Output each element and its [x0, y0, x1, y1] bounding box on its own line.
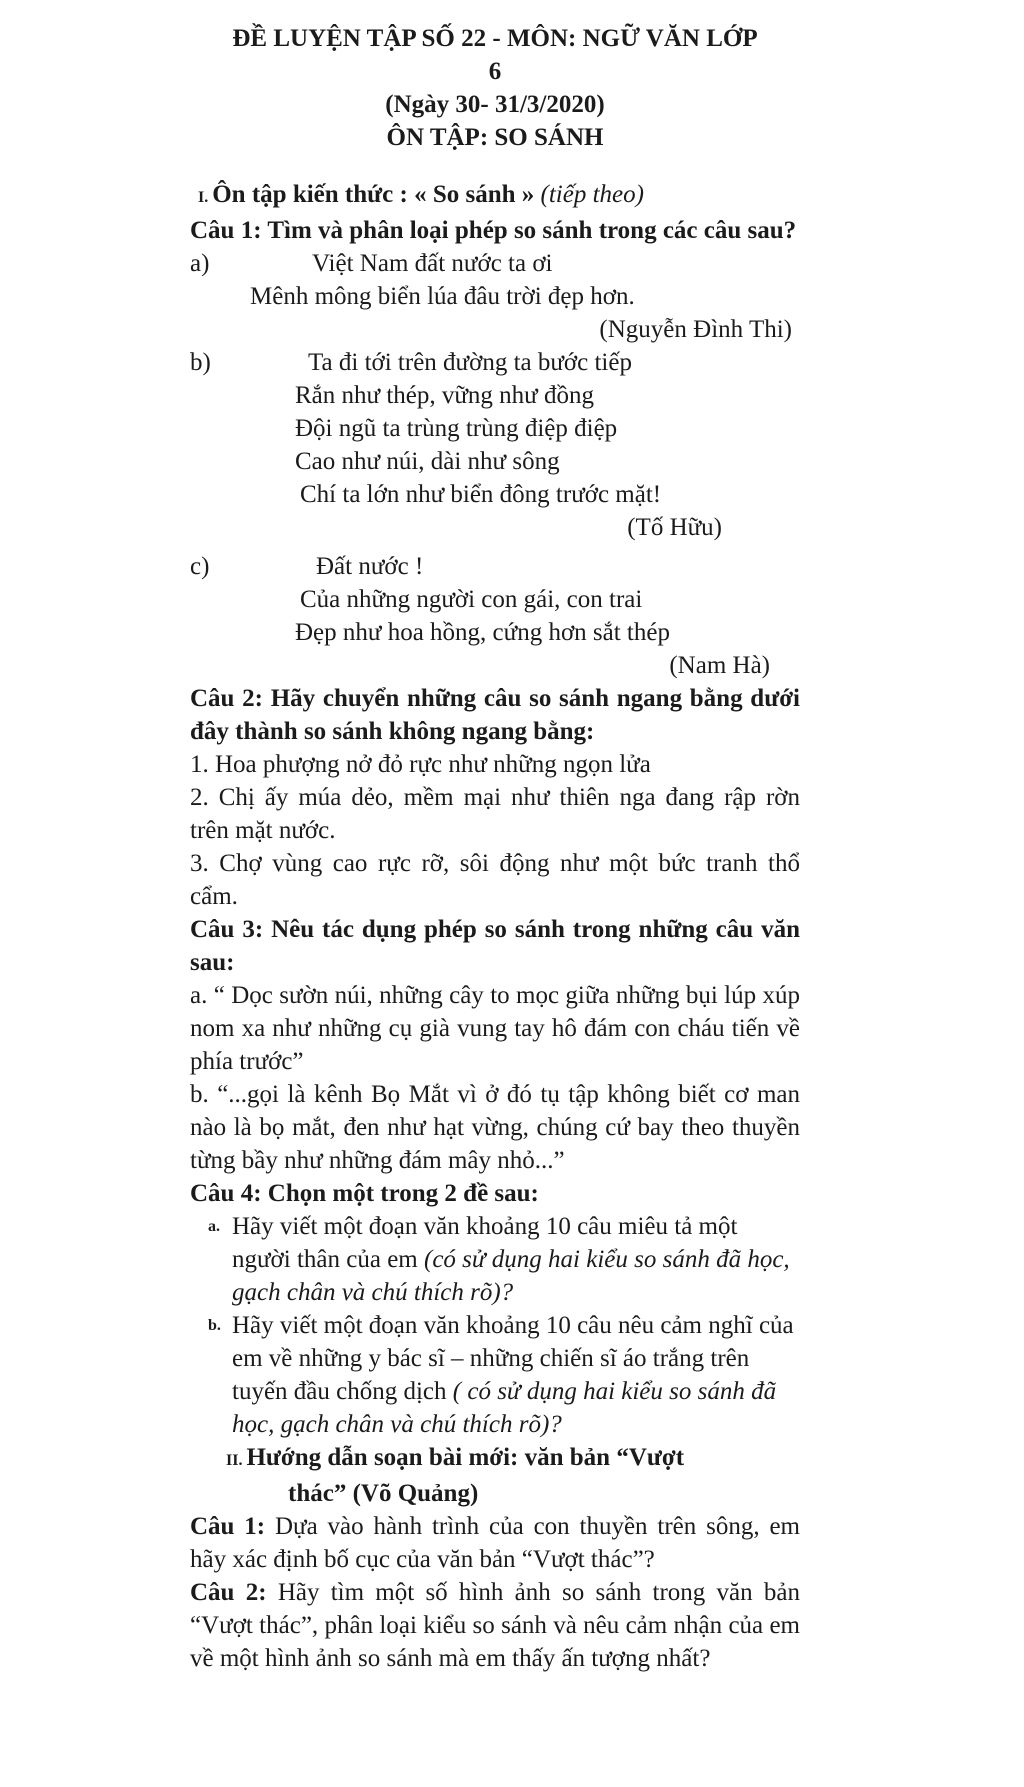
q2-prompt: Câu 2: Hãy chuyển những câu so sánh ngang bằng dưới đây thành so sánh không ngang bằng:	[190, 685, 800, 745]
q4-b-mark: b.	[208, 1317, 221, 1334]
q1-c-line-1: Đất nước !	[316, 553, 424, 580]
q4-option-b	[190, 1309, 800, 1441]
s2-q1	[190, 1510, 800, 1576]
q1-a-label: a)	[190, 250, 210, 277]
section-2-title-1: Hướng dẫn soạn bài mới: văn bản “Vượt	[246, 1444, 685, 1471]
document-body	[190, 22, 800, 1675]
q1-b-line-3: Đội ngũ ta trùng trùng điệp điệp	[295, 415, 618, 442]
section-1-roman: I.	[198, 189, 209, 206]
q1-a-line-1: Việt Nam đất nước ta ơi	[312, 250, 553, 277]
q1-c-label: c)	[190, 553, 210, 580]
q4-a-note: (có sử dụng hai kiểu so sánh đã học, gạch chân và chú thích rõ)?	[232, 1246, 790, 1306]
q4-b-body	[232, 1309, 800, 1441]
s2-q1-lead: Câu 1:	[190, 1513, 266, 1540]
q1-b-label: b)	[190, 349, 211, 376]
document-header	[190, 22, 800, 154]
q1-c-author: (Nam Hà)	[669, 652, 770, 679]
q1-b-line-1: Ta đi tới trên đường ta bước tiếp	[308, 349, 632, 376]
s2-q2	[190, 1576, 800, 1675]
section-1-title: Ôn tập kiến thức : « So sánh »	[212, 181, 535, 208]
q1-a-line-2: Mênh mông biển lúa đâu trời đẹp hơn.	[250, 283, 635, 310]
s2-q1-text: Dựa vào hành trình của con thuyền trên sông, em hãy xác định bố cục của văn bản “Vượt thác”?	[190, 1513, 800, 1573]
q1-prompt: Câu 1: Tìm và phân loại phép so sánh trong các câu sau?	[190, 217, 797, 244]
q4-a-text: Hãy viết một đoạn văn khoảng 10 câu miêu tả một người thân của em	[232, 1213, 738, 1273]
q1-b-author: (Tố Hữu)	[627, 514, 722, 541]
q1-b-line-2: Rắn như thép, vững như đồng	[295, 382, 594, 409]
q4-b-note: ( có sử dụng hai kiểu so sánh đã học, gạch chân và chú thích rõ)?	[232, 1378, 777, 1438]
q1-a	[190, 247, 800, 280]
q4-b-text: Hãy viết một đoạn văn khoảng 10 câu nêu cảm nghĩ của em về những y bác sĩ – những chiến sĩ áo trắng trên tuyến đầu chống dịch	[232, 1312, 794, 1405]
q4-a-mark: a.	[208, 1218, 220, 1235]
section-2-roman: II.	[226, 1452, 243, 1469]
q1-b	[190, 346, 800, 379]
q3-b: b. “...gọi là kênh Bọ Mắt vì ở đó tụ tập không biết cơ man nào là bọ mắt, đen như hạt vừng, chúng cứ bay theo thuyền từng bầy như những đám mây nhỏ...”	[190, 1081, 800, 1174]
q1-c	[190, 550, 800, 583]
section-2-heading	[190, 1441, 800, 1510]
q1-a-author: (Nguyễn Đình Thi)	[599, 316, 792, 343]
section-1-note: (tiếp theo)	[540, 181, 644, 208]
q1-c-line-3: Đẹp như hoa hồng, cứng hơn sắt thép	[295, 619, 670, 646]
s2-q2-text: Hãy tìm một số hình ảnh so sánh trong văn bản “Vượt thác”, phân loại kiểu so sánh và nêu cảm nhận của em về một hình ảnh so sánh mà em thấy ấn tượng nhất?	[190, 1579, 801, 1672]
q4-prompt: Câu 4: Chọn một trong 2 đề sau:	[190, 1180, 539, 1207]
q4-a-body	[232, 1210, 800, 1309]
section-1-heading	[190, 178, 800, 214]
title-line-2: 6	[488, 58, 502, 85]
q2-item-3: 3. Chợ vùng cao rực rỡ, sôi động như một bức tranh thổ cẩm.	[190, 850, 800, 910]
s2-q2-lead: Câu 2:	[190, 1579, 267, 1606]
q3-a: a. “ Dọc sườn núi, những cây to mọc giữa những bụi lúp xúp nom xa như những cụ già vung tay hô đám con cháu tiến về phía trước”	[190, 982, 800, 1075]
q2-item-2: 2. Chị ấy múa dẻo, mềm mại như thiên nga đang rập rờn trên mặt nước.	[190, 784, 800, 844]
title-line-1: ĐỀ LUYỆN TẬP SỐ 22 - MÔN: NGỮ VĂN LỚP	[232, 25, 758, 52]
topic-line: ÔN TẬP: SO SÁNH	[386, 124, 604, 151]
q1-c-line-2: Của những người con gái, con trai	[300, 586, 643, 613]
q4-option-a	[190, 1210, 800, 1309]
q2-item-1: 1. Hoa phượng nở đỏ rực như những ngọn lửa	[190, 751, 651, 778]
section-2-title-2: thác” (Võ Quảng)	[288, 1480, 479, 1507]
q3-prompt: Câu 3: Nêu tác dụng phép so sánh trong những câu văn sau:	[190, 916, 800, 976]
q1-b-line-4: Cao như núi, dài như sông	[295, 448, 560, 475]
q1-b-line-5: Chí ta lớn như biển đông trước mặt!	[300, 481, 662, 508]
date-line: (Ngày 30- 31/3/2020)	[385, 91, 605, 118]
